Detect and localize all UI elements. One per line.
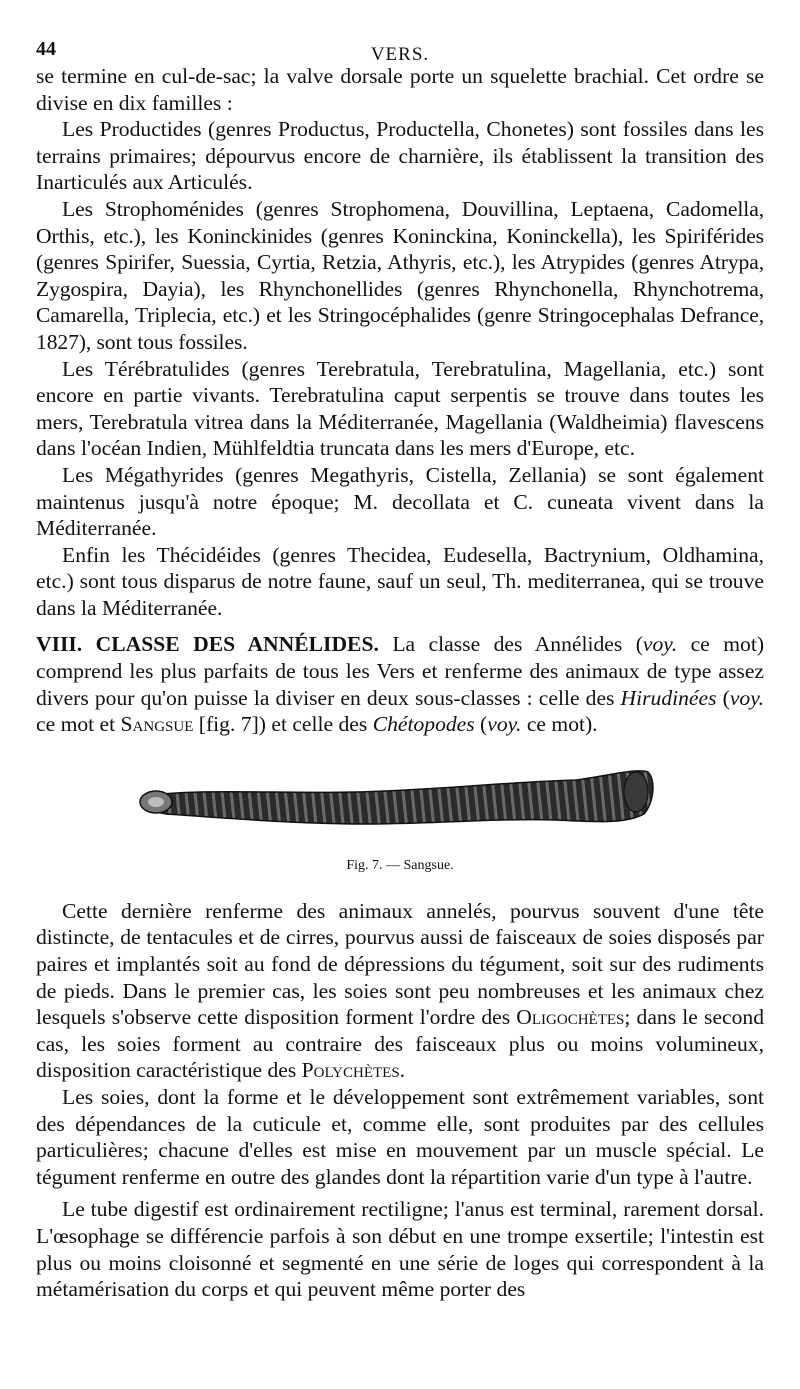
italic-run: voy. [642, 632, 678, 657]
italic-run: Chétopodes [372, 712, 475, 737]
text-run: ce mot). [521, 712, 598, 737]
paragraph-productides: Les Productides (genres Productus, Productella, Chonetes) sont fossiles dans les terrains primaires; dépourvus encore de charnière, ils établissent la transition des Inarticulés aux Articulés. [36, 117, 764, 195]
smallcaps-run: Polychètes [301, 1058, 400, 1083]
paragraph-thecideides: Enfin les Thécidéides (genres Thecidea, Eudesella, Bactrynium, Oldhamina, etc.) sont tous disparus de notre faune, sauf un seul, Th. mediterranea, qui se trouve dans la Méditerranée. [36, 542, 764, 620]
page-number: 44 [36, 38, 56, 60]
text-run: ( [474, 712, 488, 737]
figure-leech [36, 758, 764, 866]
paragraph-strophomenides: Les Strophoménides (genres Strophomena, Douvillina, Leptaena, Cadomella, Orthis, etc.), les Koninckinides (genres Koninckina, Koninckella), les Spiriférides (genres Spirifer, Suessia, Cyrtia, Retzia, Athyris, etc.), les Atrypides (genres Atrypa, Zygospira, Dayia), les Rhynchonellides (genres Rhynchonella, Rhynchotrema, Camarella, Triplecia, etc.) et les Stringocéphalides (genre Stringocephalas Defrance, 1827), sont tous fossiles. [36, 196, 764, 354]
paragraph-megathyrides: Les Mégathyrides (genres Megathyris, Cistella, Zellania) se sont également maintenus jusqu'à notre époque; M. decollata et C. cuneata vivent dans la Méditerranée. [36, 462, 764, 541]
sucker-center [148, 797, 164, 807]
italic-run: voy. [729, 685, 765, 710]
smallcaps-run: Oligochètes [516, 1005, 625, 1030]
text-block-top [36, 63, 764, 621]
leech-body [144, 771, 653, 824]
page-header [36, 38, 764, 65]
class-annelides-section [36, 631, 764, 737]
paragraph-terebratulides: Les Térébratulides (genres Terebratula, Terebratulina, Magellania, etc.) sont encore en partie vivants. Terebratulina caput serpentis se trouve dans toutes les mers, Terebratula vitrea dans la Méditerranée, Magellania (Waldheimia) flavescens dans l'océan Indien, Mühlfeldtia truncata dans les mers d'Europe, etc. [36, 356, 764, 461]
paragraph-soies: Les soies, dont la forme et le développement sont extrêmement variables, sont des dépendances de la cuticule et, comme elle, sont produites par des cellules particulières; chacune d'elles est mise en mouvement par un muscle spécial. Le tégument renferme en outre des glandes dont la répartition varie d'un type à l'autre. [36, 1085, 764, 1189]
running-title: VERS. [370, 44, 430, 65]
text-run: ce mot) comprend les plus parfaits de tous les Vers et renferme des animaux de type assez divers pour qu'on puisse la diviser en deux sous-classes : celle des [36, 632, 765, 710]
text-run: Cette dernière renferme des animaux annelés, pourvus souvent d'une tête distincte, de tentacules et de cirres, pourvus aussi de faisceaux de soies disposés par paires et implantés soit au fond de dépressions du tégument, soit sur des rudiments de pieds. Dans le premier cas, les soies sont peu nombreuses et les animaux chez lesquels s'observe cette disposition forment l'ordre des [36, 898, 764, 1030]
paragraph-class-annelides [36, 631, 764, 737]
text-run: ( [716, 685, 730, 710]
leech-illustration [36, 758, 764, 858]
text-run: La classe des Annélides ( [392, 632, 643, 657]
paragraph-order-intro: se termine en cul-de-sac; la valve dorsale porte un squelette brachial. Cet ordre se divise en dix familles : [36, 64, 764, 115]
italic-run: voy. [487, 712, 522, 737]
text-run: [fig. 7]) et celle des [193, 712, 373, 737]
paragraph-chetopodes [36, 898, 764, 1084]
smallcaps-run: Sangsue [120, 712, 194, 737]
paragraph-tube-digestif: Le tube digestif est ordinairement rectiligne; l'anus est terminal, rarement dorsal. L'œsophage se différencie parfois à son début en une trompe exsertile; l'intestin est plus ou moins cloisonné et segmenté en une série de loges qui correspondent à la métamérisation du corps et qui peuvent même porter des [36, 1197, 764, 1302]
leech-head [624, 772, 648, 812]
text-run: ; dans le second cas, les soies forment au contraire des faisceaux plus ou moins volumineux, disposition caractéristique des [36, 1005, 765, 1083]
italic-run: Hirudinées [620, 685, 717, 710]
text-run: . [399, 1058, 406, 1083]
section-heading: VIII. CLASSE DES ANNÉLIDES. [36, 632, 379, 657]
figure-caption: Fig. 7. — Sangsue. [346, 857, 454, 873]
text-block-bottom [36, 898, 764, 1303]
text-run: ce mot et [36, 712, 121, 737]
